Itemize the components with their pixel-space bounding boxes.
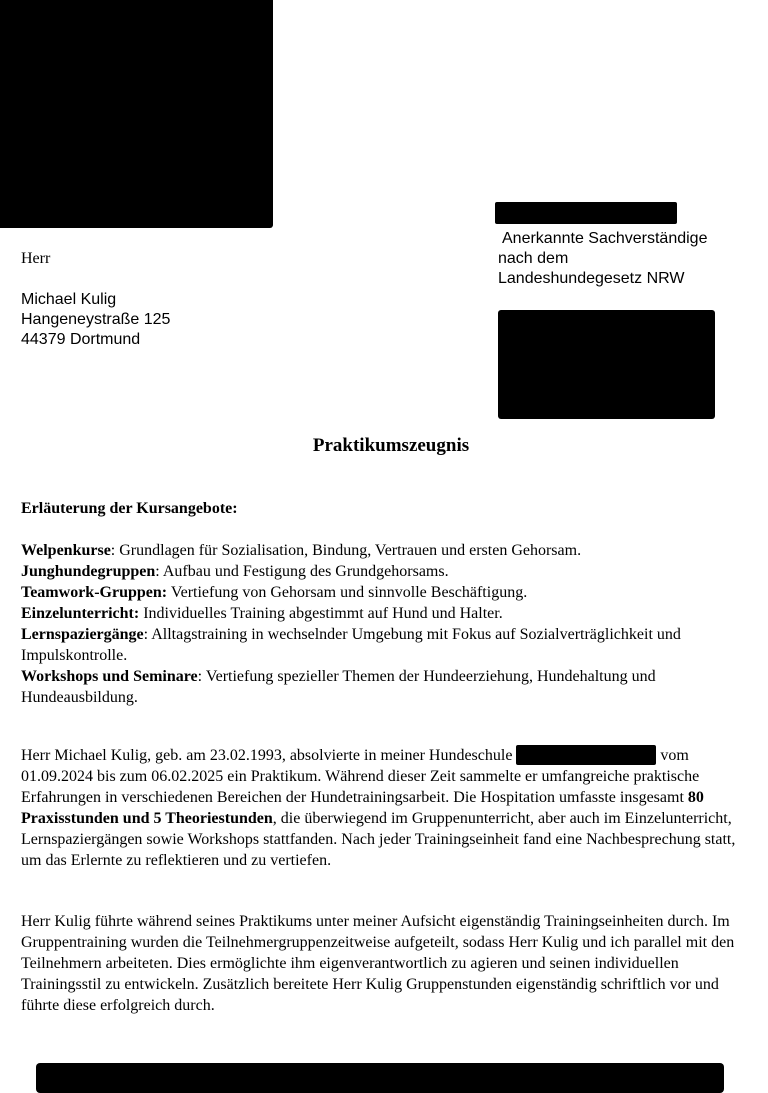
document-title: Praktikumszeugnis	[312, 435, 470, 456]
recipient-street: Hangeneystraße 125	[21, 311, 171, 328]
paragraph-1	[21, 745, 745, 871]
paragraph-2	[21, 911, 745, 1016]
course-description: Grundlagen für Sozialisation, Bindung, Vertrauen und ersten Gehorsam.	[119, 542, 582, 559]
recipient-address	[21, 290, 170, 350]
sender-line-1: Anerkannte Sachverständige	[502, 230, 708, 247]
course-term: Welpenkurse	[21, 542, 111, 559]
course-description: Vertiefung von Gehorsam und sinnvolle Beschäftigung.	[170, 584, 528, 601]
redacted-logo	[0, 0, 273, 228]
para1-bold-hours: 80 Praxisstunden und 5 Theoriestunden	[21, 789, 704, 827]
course-item	[21, 666, 741, 708]
redacted-footer	[36, 1063, 724, 1093]
course-separator: :	[197, 668, 206, 685]
redacted-school-name	[516, 745, 656, 765]
course-item	[21, 540, 741, 561]
course-description: Individuelles Training abgestimmt auf Hund und Halter.	[143, 605, 503, 622]
course-term: Lernspaziergänge	[21, 626, 144, 643]
redacted-sender-name	[495, 202, 677, 224]
para2-text: Herr Kulig führte während seines Praktikums unter meiner Aufsicht eigenständig Trainingseinheiten durch. Im Gruppentraining wurden die Teilnehmergruppenzeitweise aufgeteilt, sodass Herr Kulig und ich parallel mit den Teilnehmern arbeiteten. Dies ermöglichte ihm eigenverantwortlich zu agieren und seinen individuellen Trainingsstil zu entwickeln. Zusätzlich bereitete Herr Kulig Gruppenstunden eigenständig schriftlich vor und führte diese erfolgreich durch.	[21, 913, 735, 1014]
course-item	[21, 603, 741, 624]
course-separator: :	[143, 626, 152, 643]
course-item	[21, 624, 741, 666]
recipient-city: 44379 Dortmund	[21, 331, 141, 348]
course-item	[21, 561, 741, 582]
sender-line-3: Landeshundegesetz NRW	[498, 270, 685, 287]
recipient-name: Michael Kulig	[21, 291, 117, 308]
sender-line-2: nach dem	[498, 250, 569, 267]
redacted-sender-address	[498, 310, 715, 419]
course-term: Einzelunterricht:	[21, 605, 140, 622]
para1-part3: , die überwiegend im Gruppenunterricht, aber auch im Einzelunterricht, Lernspaziergängen sowie Workshops stattfanden. Nach jeder Trainingseinheit fand eine Nachbesprechung statt, um das Erlernte zu reflektieren und zu vertiefen.	[21, 810, 736, 869]
course-separator: :	[155, 563, 163, 580]
course-term: Teamwork-Gruppen:	[21, 584, 168, 601]
sender-block	[498, 229, 707, 289]
course-term: Workshops und Seminare	[21, 668, 198, 685]
course-item	[21, 582, 741, 603]
courses-heading: Erläuterung der Kursangebote:	[21, 500, 238, 517]
courses-section	[21, 498, 741, 708]
course-description: Alltagstraining in wechselnder Umgebung mit Fokus auf Sozialverträglichkeit und Impulskontrolle.	[21, 626, 681, 664]
course-description: Aufbau und Festigung des Grundgehorsams.	[162, 563, 449, 580]
course-list	[21, 540, 741, 708]
course-separator: :	[110, 542, 120, 559]
course-description: Vertiefung spezieller Themen der Hundeerziehung, Hundehaltung und Hundeausbildung.	[21, 668, 656, 706]
para1-part2: vom 01.09.2024 bis zum 06.02.2025 ein Praktikum. Während dieser Zeit sammelte er umfangreiche praktische Erfahrungen in verschiedenen Bereichen der Hundetrainingsarbeit. Die Hospitation umfasste insgesamt	[21, 747, 700, 806]
recipient-salutation: Herr	[21, 250, 51, 267]
course-term: Junghundegruppen	[21, 563, 156, 580]
para1-part1: Herr Michael Kulig, geb. am 23.02.1993, absolvierte in meiner Hundeschule	[21, 747, 513, 764]
